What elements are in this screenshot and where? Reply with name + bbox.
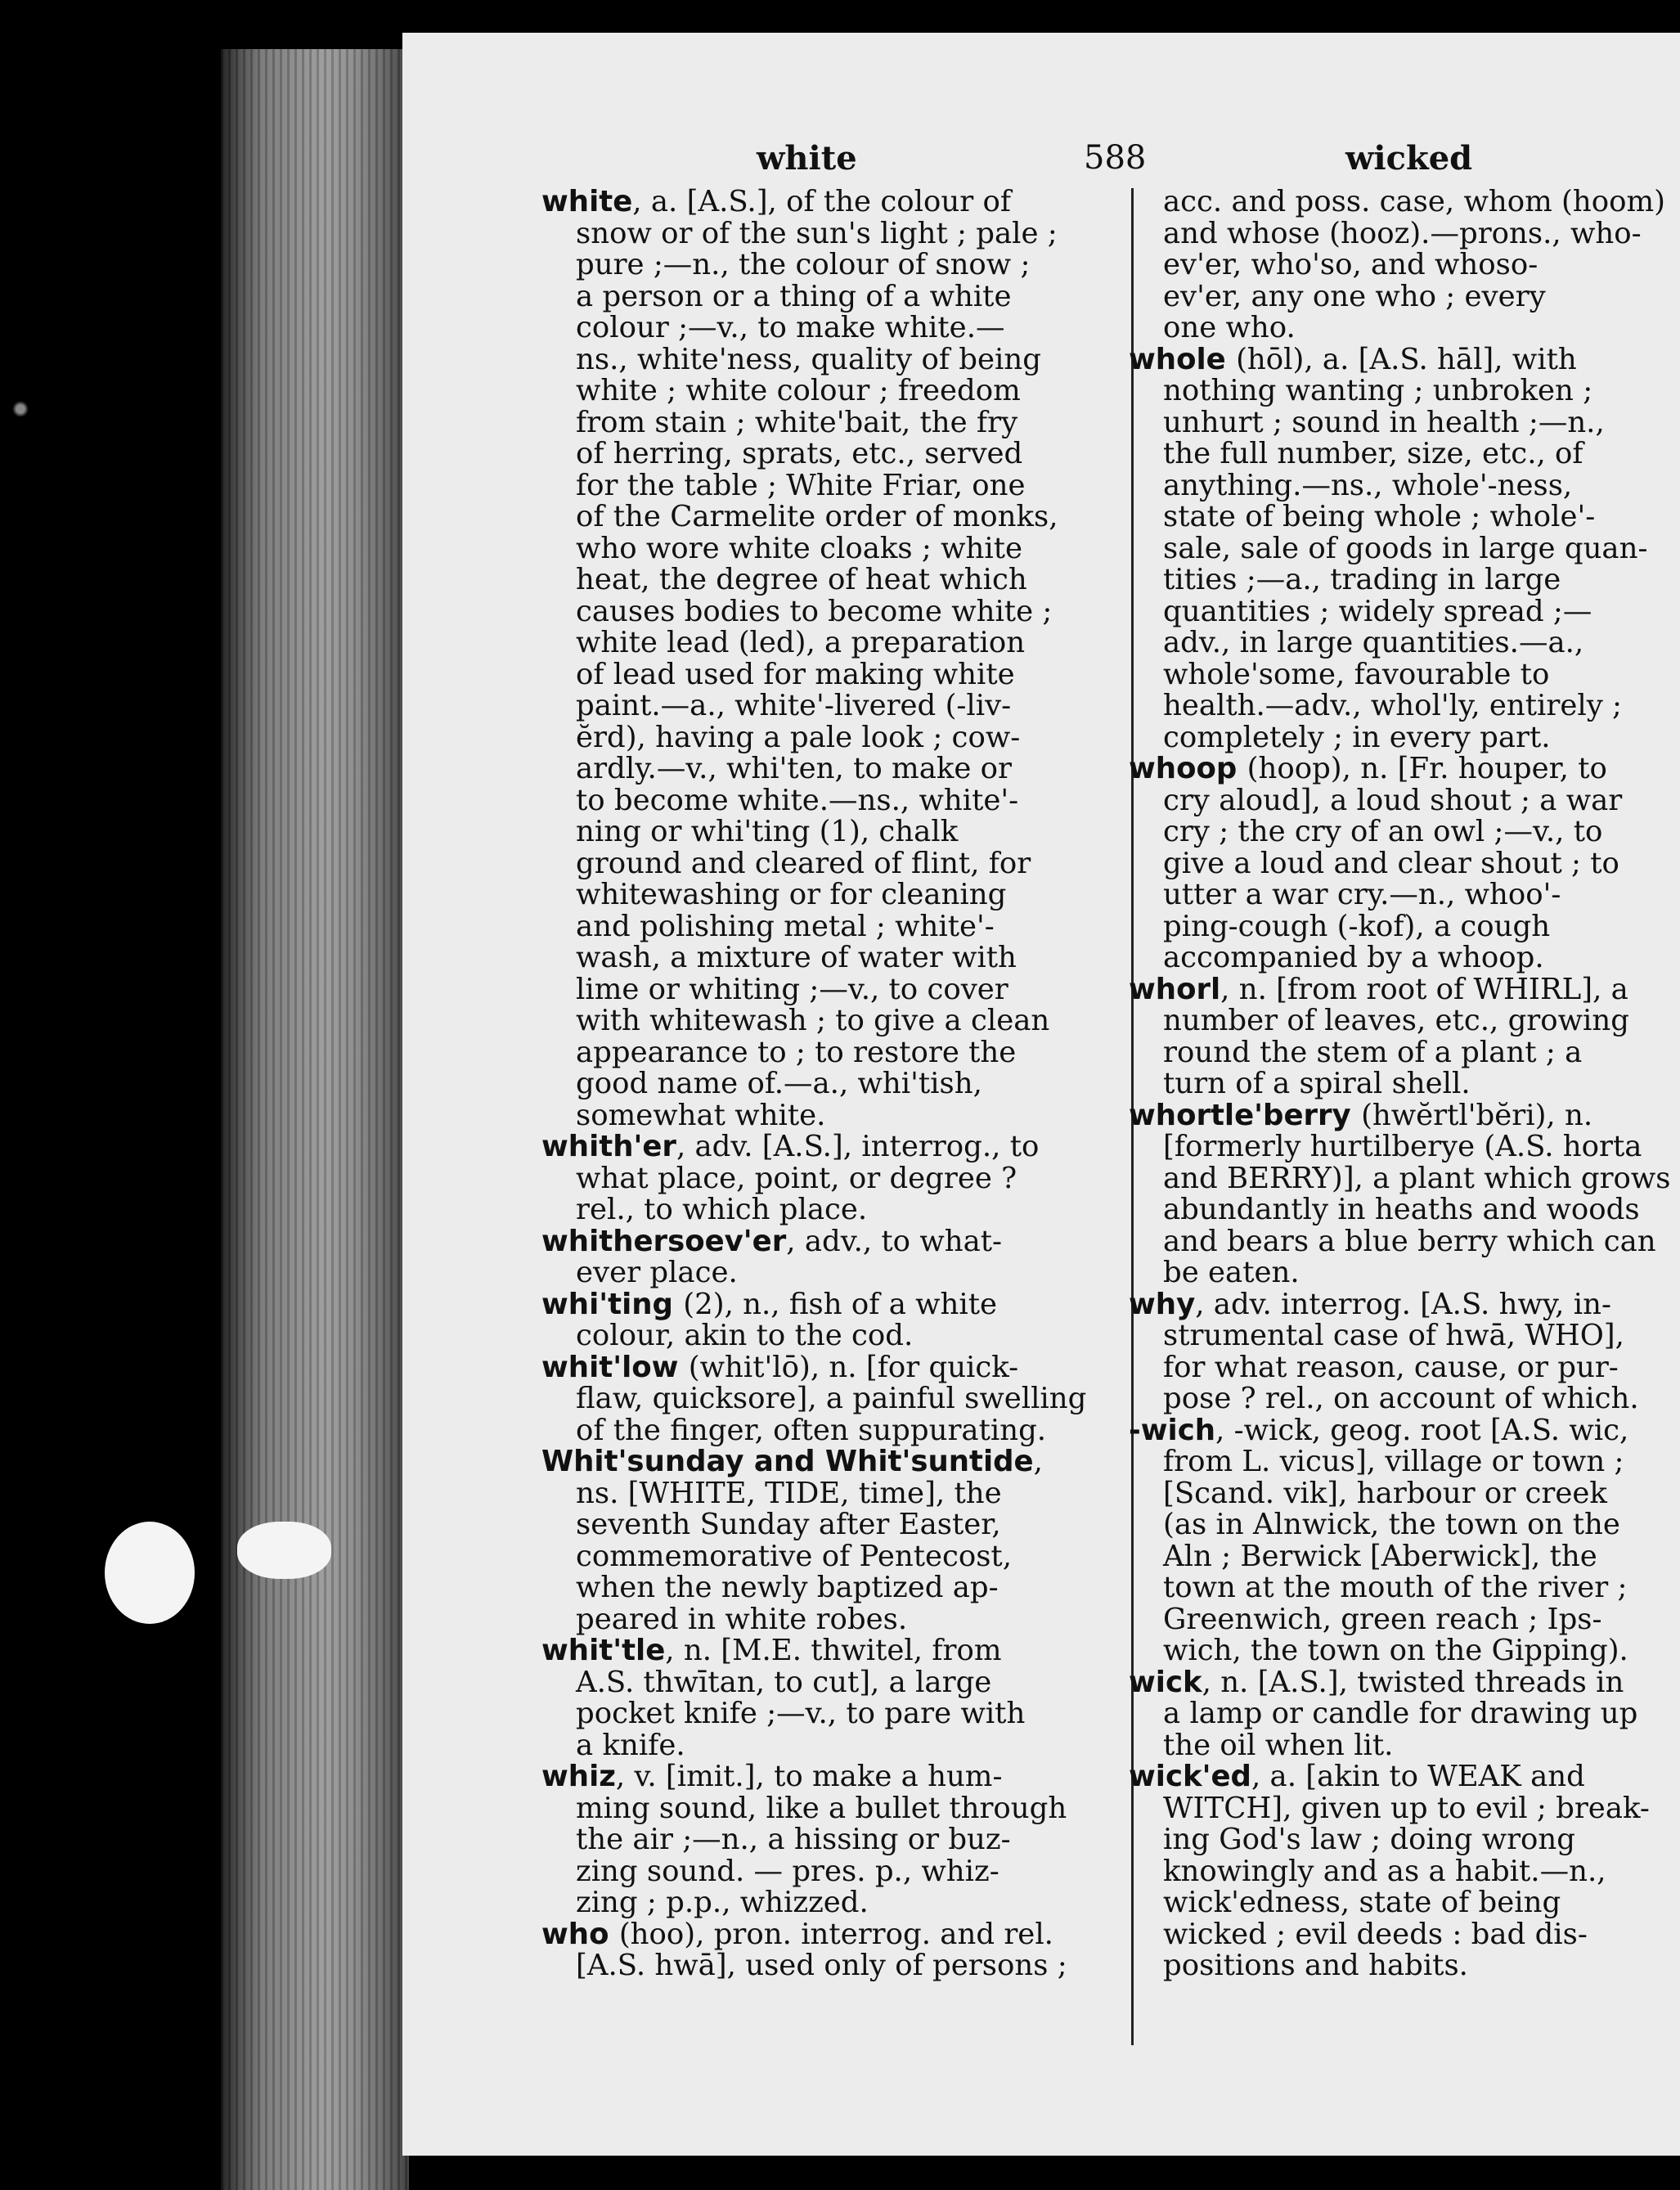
- entry-line: wash, a mixture of water with: [576, 941, 1017, 974]
- entry-line: flaw, quicksore], a painful swelling: [576, 1382, 1087, 1415]
- entry-line: a lamp or candle for drawing up: [1163, 1697, 1638, 1730]
- entry-line: to become white.—ns., white'-: [576, 783, 1019, 817]
- entry-line: somewhat white.: [576, 1098, 826, 1132]
- entry-line: utter a war cry.—n., whoo'-: [1163, 878, 1561, 911]
- left-column: [541, 187, 1114, 1982]
- entry-line: what place, point, or degree ?: [576, 1161, 1017, 1195]
- entry-line: tities ;—a., trading in large: [1163, 563, 1561, 596]
- entry-line: town at the mouth of the river ;: [1163, 1571, 1628, 1604]
- entry-line: state of being whole ; whole'-: [1163, 500, 1596, 533]
- entry-line: lime or whiting ;—v., to cover: [576, 972, 1008, 1006]
- entry-line: ev'er, who'so, and whoso-: [1163, 248, 1539, 281]
- entry-line: ground and cleared of flint, for: [576, 846, 1031, 880]
- entry-first-line: who (hoo), pron. interrog. and rel.: [541, 1917, 1053, 1951]
- entry-line: and BERRY)], a plant which grows: [1163, 1161, 1671, 1195]
- entry-first-line: whole (hōl), a. [A.S. hāl], with: [1129, 342, 1577, 376]
- entry-line: for the table ; White Friar, one: [576, 468, 1026, 502]
- entry-line: the full number, size, etc., of: [1163, 437, 1583, 470]
- headword: whorl: [1129, 972, 1221, 1006]
- headword: whit'tle: [541, 1634, 666, 1667]
- entry-line: ns. [WHITE, TIDE, time], the: [576, 1476, 1002, 1510]
- entry-line: ev'er, any one who ; every: [1163, 279, 1546, 313]
- entry-line: Aln ; Berwick [Aberwick], the: [1163, 1539, 1597, 1573]
- entry-line: with whitewash ; to give a clean: [576, 1004, 1050, 1037]
- headword: wick: [1129, 1665, 1202, 1699]
- entry-line: causes bodies to become white ;: [576, 594, 1053, 628]
- entry-first-line: -wich, -wick, geog. root [A.S. wic,: [1129, 1413, 1629, 1447]
- right-column: [1129, 187, 1680, 1982]
- headword: whit'low: [541, 1350, 689, 1384]
- entry-line: round the stem of a plant ; a: [1163, 1035, 1583, 1069]
- entry-first-line: whit'tle, n. [M.E. thwitel, from: [541, 1634, 1002, 1667]
- entry-line: heat, the degree of heat which: [576, 563, 1027, 596]
- headword: whole: [1129, 342, 1237, 376]
- entry-line: good name of.—a., whi'tish,: [576, 1067, 982, 1100]
- entry-line: whitewashing or for cleaning: [576, 878, 1007, 911]
- entry-line: of lead used for making white: [576, 657, 1015, 691]
- headword: whortle'berry: [1129, 1098, 1362, 1132]
- entry-line: acc. and poss. case, whom (hoom): [1163, 185, 1666, 218]
- entry-line: ever place.: [576, 1256, 738, 1289]
- entry-line: [formerly hurtilberye (A.S. horta: [1163, 1130, 1642, 1163]
- entry-line: A.S. thwītan, to cut], a large: [576, 1665, 992, 1699]
- headword: white: [541, 185, 633, 218]
- headword: why: [1129, 1287, 1196, 1321]
- entry-line: ĕrd), having a pale look ; cow-: [576, 720, 1021, 754]
- entry-first-line: wick, n. [A.S.], twisted threads in: [1129, 1665, 1624, 1699]
- entry-first-line: Whit'sunday and Whit'suntide,: [541, 1445, 1043, 1478]
- entry-line: pure ;—n., the colour of snow ;: [576, 248, 1031, 281]
- entry-line: ardly.—v., whi'ten, to make or: [576, 752, 1013, 785]
- entry-first-line: why, adv. interrog. [A.S. hwy, in-: [1129, 1287, 1611, 1321]
- entry-line: adv., in large quantities.—a.,: [1163, 626, 1584, 659]
- headword: Whit'sunday and Whit'suntide: [541, 1445, 1034, 1478]
- entry-line: turn of a spiral shell.: [1163, 1067, 1471, 1100]
- entry-line: wich, the town on the Gipping).: [1163, 1634, 1628, 1667]
- entry-first-line: whortle'berry (hwĕrtl'bĕri), n.: [1129, 1098, 1593, 1132]
- entry-line: ing God's law ; doing wrong: [1163, 1823, 1576, 1856]
- entry-line: the air ;—n., a hissing or buz-: [576, 1823, 1011, 1856]
- entry-line: strumental case of hwā, WHO],: [1163, 1319, 1624, 1352]
- headword: whith'er: [541, 1130, 676, 1163]
- entry-line: wick'edness, state of being: [1163, 1886, 1561, 1919]
- entry-first-line: whoop (hoop), n. [Fr. houper, to: [1129, 752, 1607, 785]
- book-spine: [221, 49, 409, 2190]
- entry-line: colour, akin to the cod.: [576, 1319, 914, 1352]
- entry-line: whole'some, favourable to: [1163, 657, 1550, 691]
- entry-line: cry ; the cry of an owl ;—v., to: [1163, 815, 1603, 848]
- entry-line: wicked ; evil deeds : bad dis-: [1163, 1917, 1588, 1951]
- entry-line: [Scand. vik], harbour or creek: [1163, 1476, 1607, 1510]
- entry-line: nothing wanting ; unbroken ;: [1163, 374, 1593, 407]
- entry-line: and whose (hooz).—prons., who-: [1163, 216, 1642, 250]
- running-head-right: wicked: [1345, 139, 1473, 178]
- entry-line: [A.S. hwā], used only of persons ;: [576, 1949, 1067, 1982]
- entry-line: from stain ; white'bait, the fry: [576, 405, 1018, 439]
- entry-line: sale, sale of goods in large quan-: [1163, 531, 1648, 565]
- entry-line: of the finger, often suppurating.: [576, 1413, 1047, 1447]
- entry-line: paint.—a., white'-livered (-liv-: [576, 689, 1012, 722]
- entry-first-line: whorl, n. [from root of WHIRL], a: [1129, 972, 1628, 1006]
- entry-line: of herring, sprats, etc., served: [576, 437, 1023, 470]
- entry-line: a person or a thing of a white: [576, 279, 1012, 313]
- entry-first-line: whiz, v. [imit.], to make a hum-: [541, 1760, 1003, 1793]
- entry-line: give a loud and clear shout ; to: [1163, 846, 1619, 880]
- entry-line: white ; white colour ; freedom: [576, 374, 1021, 407]
- headword: whi'ting: [541, 1287, 684, 1321]
- entry-line: be eaten.: [1163, 1256, 1300, 1289]
- entry-line: white lead (led), a preparation: [576, 626, 1026, 659]
- entry-line: pocket knife ;—v., to pare with: [576, 1697, 1026, 1730]
- entry-first-line: whithersoev'er, adv., to what-: [541, 1224, 1003, 1258]
- entry-line: number of leaves, etc., growing: [1163, 1004, 1629, 1037]
- headword: wick'ed: [1129, 1760, 1251, 1793]
- entry-line: pose ? rel., on account of which.: [1163, 1382, 1639, 1415]
- entry-line: when the newly baptized ap-: [576, 1571, 999, 1604]
- entry-line: Greenwich, green reach ; Ips-: [1163, 1602, 1602, 1636]
- entry-line: snow or of the sun's light ; pale ;: [576, 216, 1058, 250]
- headword: whoop: [1129, 752, 1247, 785]
- entry-line: health.—adv., whol'ly, entirely ;: [1163, 689, 1623, 722]
- entry-line: from L. vicus], village or town ;: [1163, 1445, 1624, 1478]
- entry-line: colour ;—v., to make white.—: [576, 311, 1005, 344]
- entry-line: accompanied by a whoop.: [1163, 941, 1544, 974]
- entry-line: ming sound, like a bullet through: [576, 1791, 1067, 1825]
- stain-spot: [237, 1522, 331, 1579]
- entry-line: and bears a blue berry which can: [1163, 1224, 1656, 1258]
- stain-spot: [105, 1522, 195, 1624]
- entry-line: unhurt ; sound in health ;—n.,: [1163, 405, 1605, 439]
- entry-line: quantities ; widely spread ;—: [1163, 594, 1592, 628]
- entry-line: commemorative of Pentecost,: [576, 1539, 1012, 1573]
- entry-line: ns., white'ness, quality of being: [576, 342, 1041, 376]
- entry-line: the oil when lit.: [1163, 1728, 1394, 1762]
- entry-line: one who.: [1163, 311, 1296, 344]
- entry-line: rel., to which place.: [576, 1193, 868, 1226]
- headword: -wich: [1129, 1413, 1216, 1447]
- entry-first-line: whit'low (whit'lō), n. [for quick-: [541, 1350, 1019, 1384]
- entry-line: ping-cough (-kof), a cough: [1163, 909, 1551, 943]
- entry-line: for what reason, cause, or pur-: [1163, 1350, 1619, 1384]
- entry-line: and polishing metal ; white'-: [576, 909, 995, 943]
- entry-line: cry aloud], a loud shout ; a war: [1163, 783, 1623, 817]
- entry-line: abundantly in heaths and woods: [1163, 1193, 1640, 1226]
- entry-line: (as in Alnwick, the town on the: [1163, 1508, 1620, 1541]
- running-head-left: white: [757, 139, 857, 178]
- headword: whithersoev'er: [541, 1224, 787, 1258]
- entry-first-line: whi'ting (2), n., fish of a white: [541, 1287, 998, 1321]
- entry-line: of the Carmelite order of monks,: [576, 500, 1058, 533]
- entry-line: anything.—ns., whole'-ness,: [1163, 468, 1573, 502]
- entry-line: appearance to ; to restore the: [576, 1035, 1017, 1069]
- entry-first-line: wick'ed, a. [akin to WEAK and: [1129, 1760, 1585, 1793]
- page-number: 588: [1084, 139, 1147, 177]
- entry-line: completely ; in every part.: [1163, 720, 1551, 754]
- entry-line: who wore white cloaks ; white: [576, 531, 1023, 565]
- entry-line: WITCH], given up to evil ; break-: [1163, 1791, 1650, 1825]
- entry-line: ning or whi'ting (1), chalk: [576, 815, 959, 848]
- entry-line: a knife.: [576, 1728, 685, 1762]
- entry-line: knowingly and as a habit.—n.,: [1163, 1854, 1606, 1888]
- page-top-edge: [402, 33, 1680, 65]
- entry-line: zing sound. — pres. p., whiz-: [576, 1854, 999, 1888]
- headword: who: [541, 1917, 619, 1951]
- entry-first-line: whith'er, adv. [A.S.], interrog., to: [541, 1130, 1040, 1163]
- entry-line: peared in white robes.: [576, 1602, 908, 1636]
- speck: [10, 401, 31, 417]
- entry-line: zing ; p.p., whizzed.: [576, 1886, 869, 1919]
- entry-first-line: white, a. [A.S.], of the colour of: [541, 185, 1011, 218]
- entry-line: positions and habits.: [1163, 1949, 1468, 1982]
- headword: whiz: [541, 1760, 616, 1793]
- entry-line: seventh Sunday after Easter,: [576, 1508, 1001, 1541]
